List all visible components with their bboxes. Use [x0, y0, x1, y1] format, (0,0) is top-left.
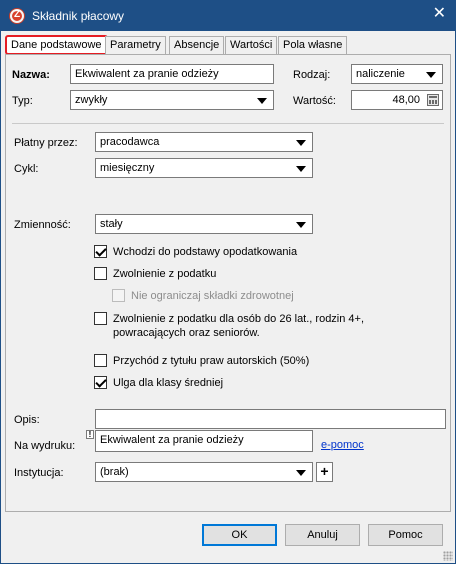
tab-panel — [5, 54, 451, 512]
platny-przez-dropdown[interactable] — [95, 132, 313, 152]
checkbox-label: Ulga dla klasy średniej — [113, 377, 224, 389]
chevron-down-icon — [257, 98, 267, 104]
checkbox-box[interactable] — [94, 245, 107, 258]
rodzaj-label: Rodzaj: — [293, 69, 331, 81]
resize-grip[interactable] — [443, 551, 453, 561]
chevron-down-icon — [296, 166, 306, 172]
title-bar[interactable] — [1, 1, 455, 31]
typ-value: zwykły — [75, 94, 108, 106]
prawa-autorskie-checkbox[interactable] — [94, 354, 344, 368]
platny-przez-value: pracodawca — [100, 136, 160, 148]
tab-dane-podstawowe[interactable]: Dane podstawowe — [5, 35, 108, 55]
zmiennosc-dropdown[interactable] — [95, 214, 313, 234]
checkbox-label: Zwolnienie z podatku — [113, 268, 217, 280]
checkbox-label: Wchodzi do podstawy opodatkowania — [113, 246, 298, 258]
tab-wartosci[interactable]: Wartości — [225, 36, 277, 54]
typ-dropdown[interactable] — [70, 90, 274, 110]
checkbox-label: Przychód z tytułu praw autorskich (50%) — [113, 355, 310, 367]
checkbox-box[interactable] — [94, 376, 107, 389]
checkbox-label: Nie ograniczaj składki zdrowotnej — [131, 290, 294, 302]
zwolnienie-z-podatku-checkbox[interactable] — [94, 267, 244, 281]
checkbox-box[interactable] — [94, 267, 107, 280]
tab-absencje[interactable]: Absencje — [169, 36, 224, 54]
checkbox-box — [112, 289, 125, 302]
rodzaj-value: naliczenie — [356, 68, 405, 80]
chevron-down-icon — [296, 222, 306, 228]
rodzaj-dropdown[interactable] — [351, 64, 443, 84]
nie-ograniczaj-skladki-checkbox — [112, 289, 312, 303]
na-wydruku-input[interactable]: Ekwiwalent za pranie odzieży — [95, 430, 313, 452]
wartosc-value: 48,00 — [392, 94, 420, 106]
opis-label: Opis: — [14, 414, 40, 426]
na-wydruku-label: Na wydruku: — [14, 440, 76, 452]
chevron-down-icon — [426, 72, 436, 78]
nazwa-input[interactable]: Ekwiwalent za pranie odzieży — [70, 64, 274, 84]
cykl-value: miesięczny — [100, 162, 155, 174]
wartosc-input[interactable] — [351, 90, 443, 110]
zmiennosc-value: stały — [100, 218, 123, 230]
platny-przez-label: Płatny przez: — [14, 137, 78, 149]
wartosc-label: Wartość: — [293, 95, 336, 107]
instytucja-dropdown[interactable] — [95, 462, 313, 482]
help-button[interactable]: Pomoc — [368, 524, 443, 546]
checkbox-label-line1: Zwolnienie z podatku dla osób do 26 lat., rodzin 4+, — [113, 313, 365, 325]
tab-pola-wlasne[interactable]: Pola własne — [278, 36, 347, 54]
e-pomoc-link[interactable]: e-pomoc — [321, 439, 364, 451]
app-logo-icon — [9, 8, 25, 24]
podstawa-opodatkowania-checkbox[interactable] — [94, 245, 324, 259]
opis-input[interactable] — [95, 409, 446, 429]
exclamation-icon: ! — [86, 430, 94, 439]
window-title: Składnik płacowy — [32, 9, 125, 23]
ulga-klasa-srednia-checkbox[interactable] — [94, 376, 264, 390]
instytucja-value: (brak) — [100, 466, 129, 478]
typ-label: Typ: — [12, 95, 33, 107]
chevron-down-icon — [296, 470, 306, 476]
cykl-label: Cykl: — [14, 163, 39, 175]
instytucja-label: Instytucja: — [14, 467, 64, 479]
chevron-down-icon — [296, 140, 306, 146]
tab-parametry[interactable]: Parametry — [105, 36, 166, 54]
cykl-dropdown[interactable] — [95, 158, 313, 178]
checkbox-label-line2: powracających oraz seniorów. — [113, 327, 260, 339]
nazwa-label: Nazwa: — [12, 69, 50, 81]
divider — [12, 123, 444, 124]
cancel-button[interactable]: Anuluj — [285, 524, 360, 546]
calculator-icon[interactable] — [427, 94, 439, 106]
zwolnienie-26-checkbox[interactable] — [94, 312, 394, 340]
add-instytucja-button[interactable]: + — [316, 462, 333, 482]
checkbox-box[interactable] — [94, 312, 107, 325]
close-icon[interactable]: ✕ — [432, 5, 446, 22]
checkbox-box[interactable] — [94, 354, 107, 367]
zmiennosc-label: Zmienność: — [14, 219, 71, 231]
ok-button[interactable]: OK — [202, 524, 277, 546]
